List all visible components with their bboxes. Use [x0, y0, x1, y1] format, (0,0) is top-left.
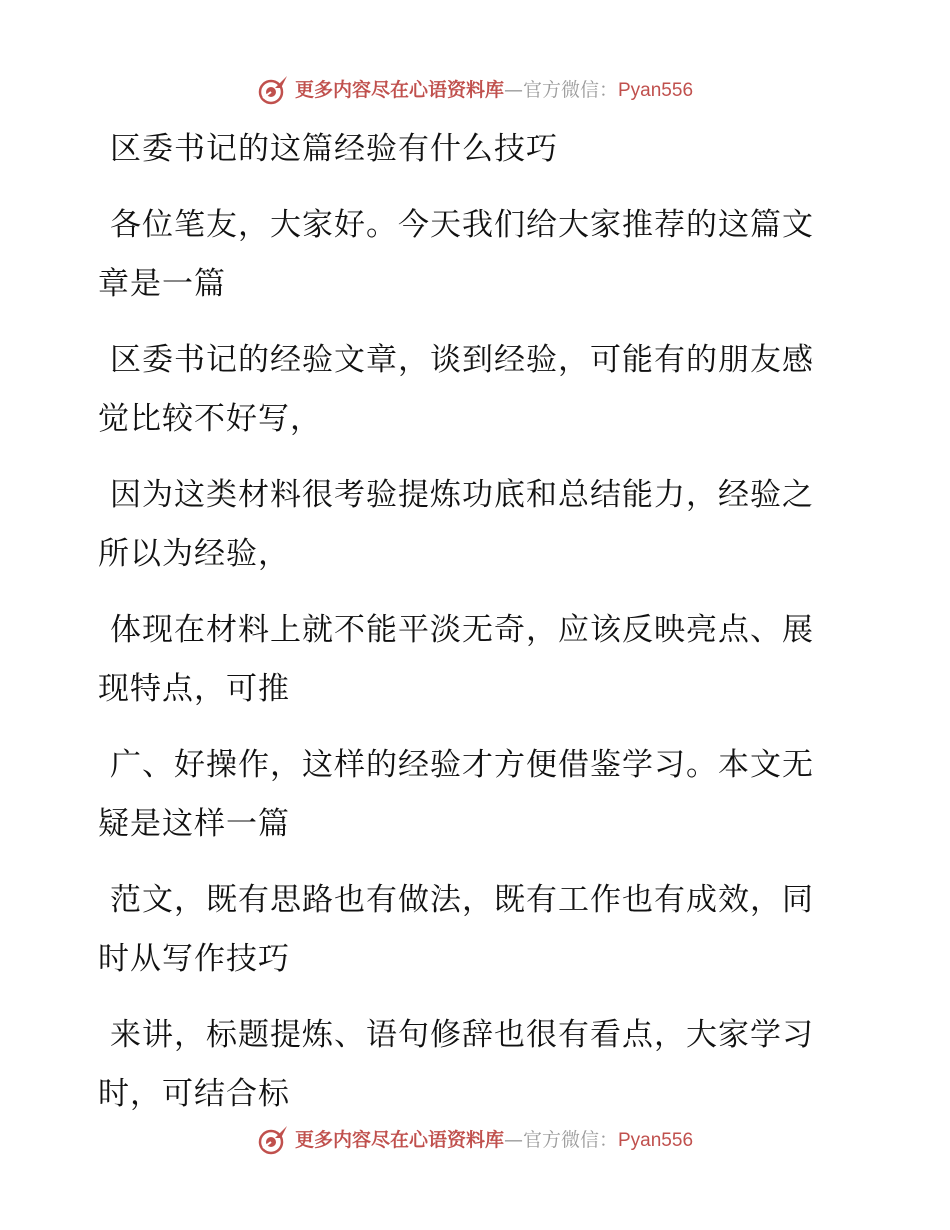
footer-banner: [0, 1120, 950, 1160]
paragraph: 广、好操作，这样的经验才方便借鉴学习。本文无疑是这样一篇: [98, 747, 814, 842]
document-body: [98, 120, 833, 1141]
banner-site-name: 更多内容尽在心语资料库: [294, 78, 504, 101]
paragraph: 来讲，标题提炼、语句修辞也很有看点，大家学习时，可结合标: [98, 1017, 814, 1112]
banner-site-name: 更多内容尽在心语资料库: [294, 1128, 504, 1151]
banner-wechat-label: —官方微信：: [503, 78, 618, 101]
paragraph: 各位笔友，大家好。今天我们给大家推荐的这篇文章是一篇: [98, 207, 814, 302]
paragraph: 范文，既有思路也有做法，既有工作也有成效，同时从写作技巧: [98, 882, 814, 977]
document-title: 区委书记的这篇经验有什么技巧: [110, 131, 558, 167]
banner-wechat-label: —官方微信：: [503, 1128, 618, 1151]
quill-pen-logo-icon: [257, 1124, 289, 1156]
header-banner-text: [294, 78, 694, 101]
quill-pen-logo-icon: [257, 74, 289, 106]
paragraph: 因为这类材料很考验提炼功底和总结能力，经验之所以为经验，: [98, 477, 814, 572]
banner-wechat-id: Pyan556: [618, 79, 694, 101]
paragraph: 区委书记的经验文章，谈到经验，可能有的朋友感觉比较不好写，: [98, 342, 814, 437]
banner-wechat-id: Pyan556: [618, 1129, 694, 1151]
footer-banner-text: [294, 1128, 694, 1151]
paragraph: 体现在材料上就不能平淡无奇，应该反映亮点、展现特点，可推: [98, 612, 814, 707]
header-banner: [0, 70, 950, 110]
